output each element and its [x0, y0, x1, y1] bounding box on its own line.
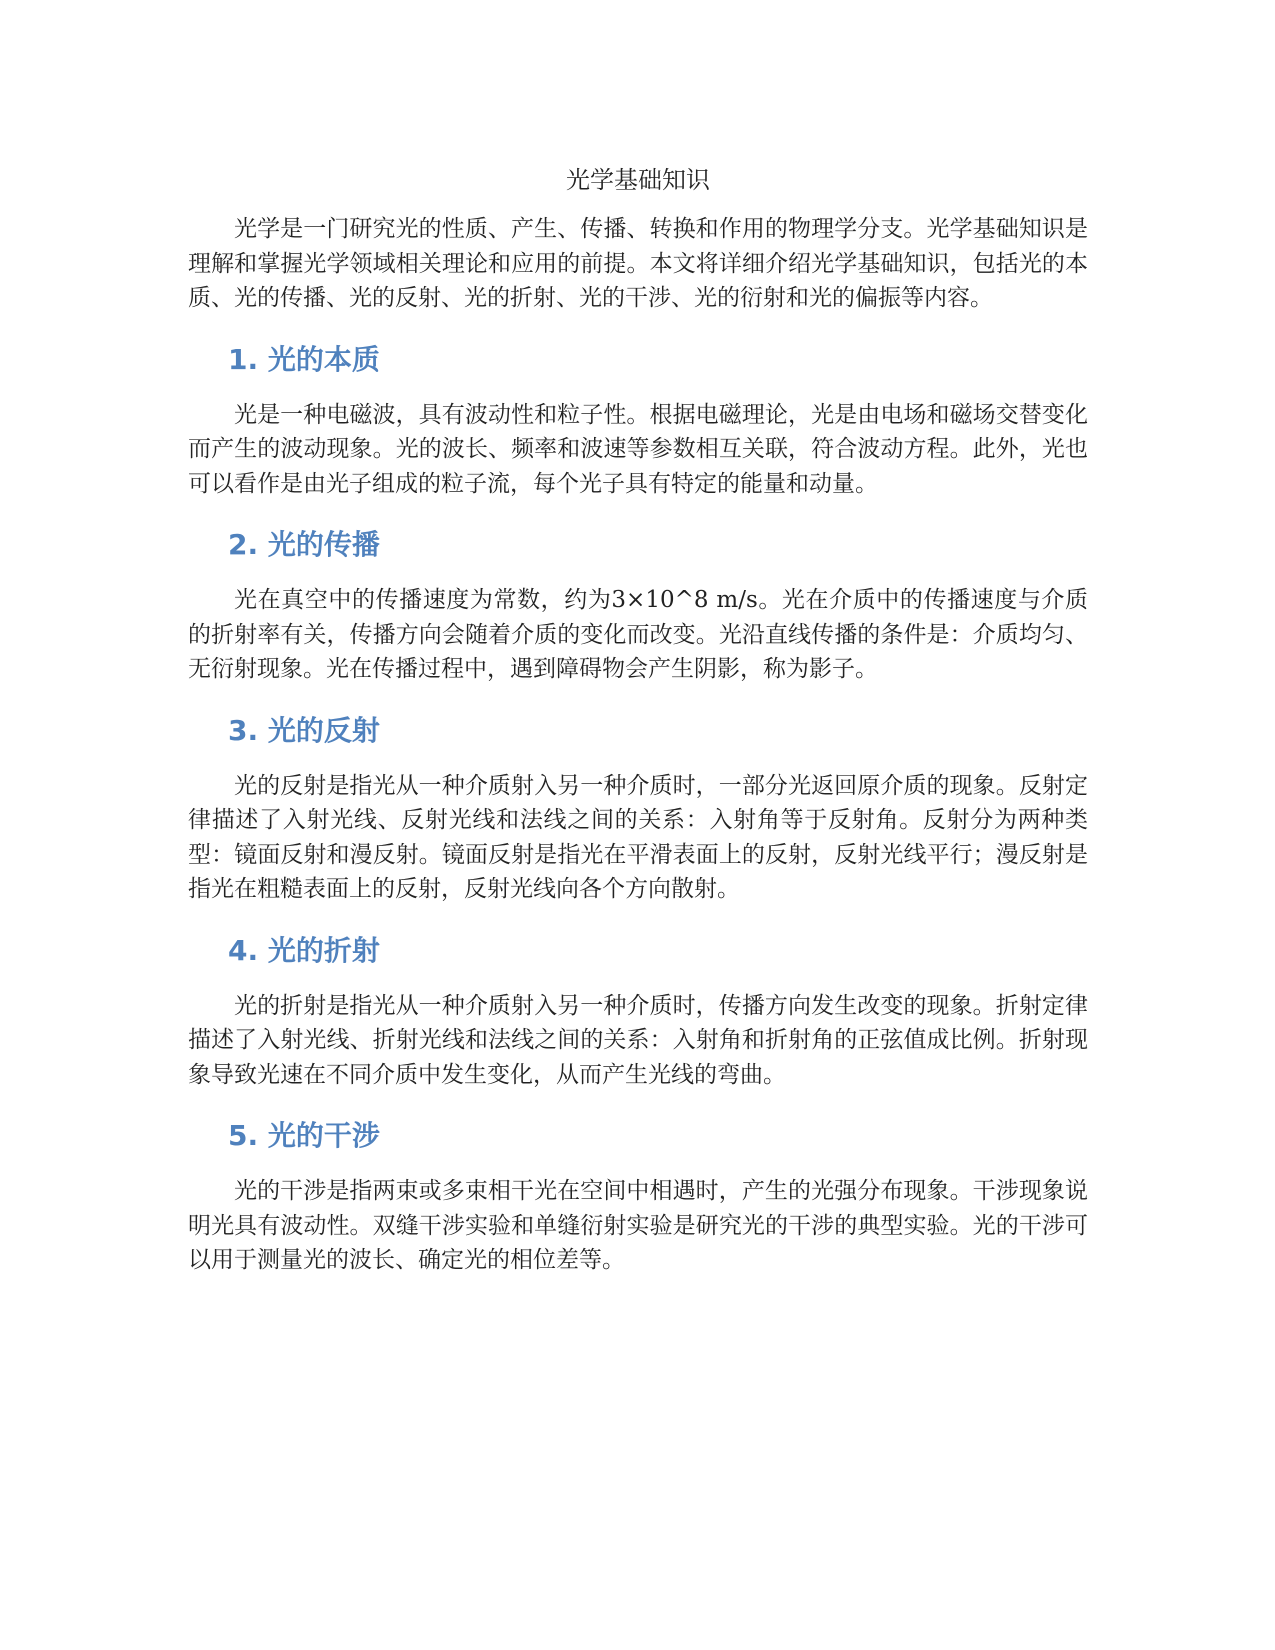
document-title: 光学基础知识 — [566, 166, 710, 194]
section-body-reflection: 光的反射是指光从一种介质射入另一种介质时，一部分光返回原介质的现象。反射定律描述了入射光线、反射光线和法线之间的关系：入射角等于反射角。反射分为两种类型：镜面反射和漫反射。镜面反射是指光在平滑表面上的反射，反射光线平行；漫反射是指光在粗糙表面上的反射，反射光线向各个方向散射。 — [188, 772, 1088, 902]
section-body-propagation: 光在真空中的传播速度为常数，约为3×10^8 m/s。光在介质中的传播速度与介质的折射率有关，传播方向会随着介质的变化而改变。光沿直线传播的条件是：介质均匀、无衍射现象。光在传播过程中，遇到障碍物会产生阴影，称为影子。 — [188, 587, 1088, 682]
section-body-refraction: 光的折射是指光从一种介质射入另一种介质时，传播方向发生改变的现象。折射定律描述了入射光线、折射光线和法线之间的关系：入射角和折射角的正弦值成比例。折射现象导致光速在不同介质中发生变化，从而产生光线的弯曲。 — [188, 992, 1088, 1088]
section-body-interference: 光的干涉是指两束或多束相干光在空间中相遇时，产生的光强分布现象。干涉现象说明光具有波动性。双缝干涉实验和单缝衍射实验是研究光的干涉的典型实验。光的干涉可以用于测量光的波长、确定光的相位差等。 — [188, 1178, 1088, 1273]
intro-paragraph: 光学是一门研究光的性质、产生、传播、转换和作用的物理学分支。光学基础知识是理解和掌握光学领域相关理论和应用的前提。本文将详细介绍光学基础知识，包括光的本质、光的传播、光的反射、光的折射、光的干涉、光的衍射和光的偏振等内容。 — [188, 216, 1088, 311]
section-heading-refraction: 4. 光的折射 — [228, 933, 380, 967]
section-heading-nature: 1. 光的本质 — [228, 342, 380, 376]
section-heading-reflection: 3. 光的反射 — [228, 713, 380, 747]
document-content — [188, 160, 1088, 1278]
section-heading-propagation: 2. 光的传播 — [228, 528, 380, 561]
section-body-nature: 光是一种电磁波，具有波动性和粒子性。根据电磁理论，光是由电场和磁场交替变化而产生的波动现象。光的波长、频率和波速等参数相互关联，符合波动方程。此外，光也可以看作是由光子组成的粒子流，每个光子具有特定的能量和动量。 — [188, 401, 1088, 497]
section-heading-interference: 5. 光的干涉 — [228, 1119, 380, 1152]
